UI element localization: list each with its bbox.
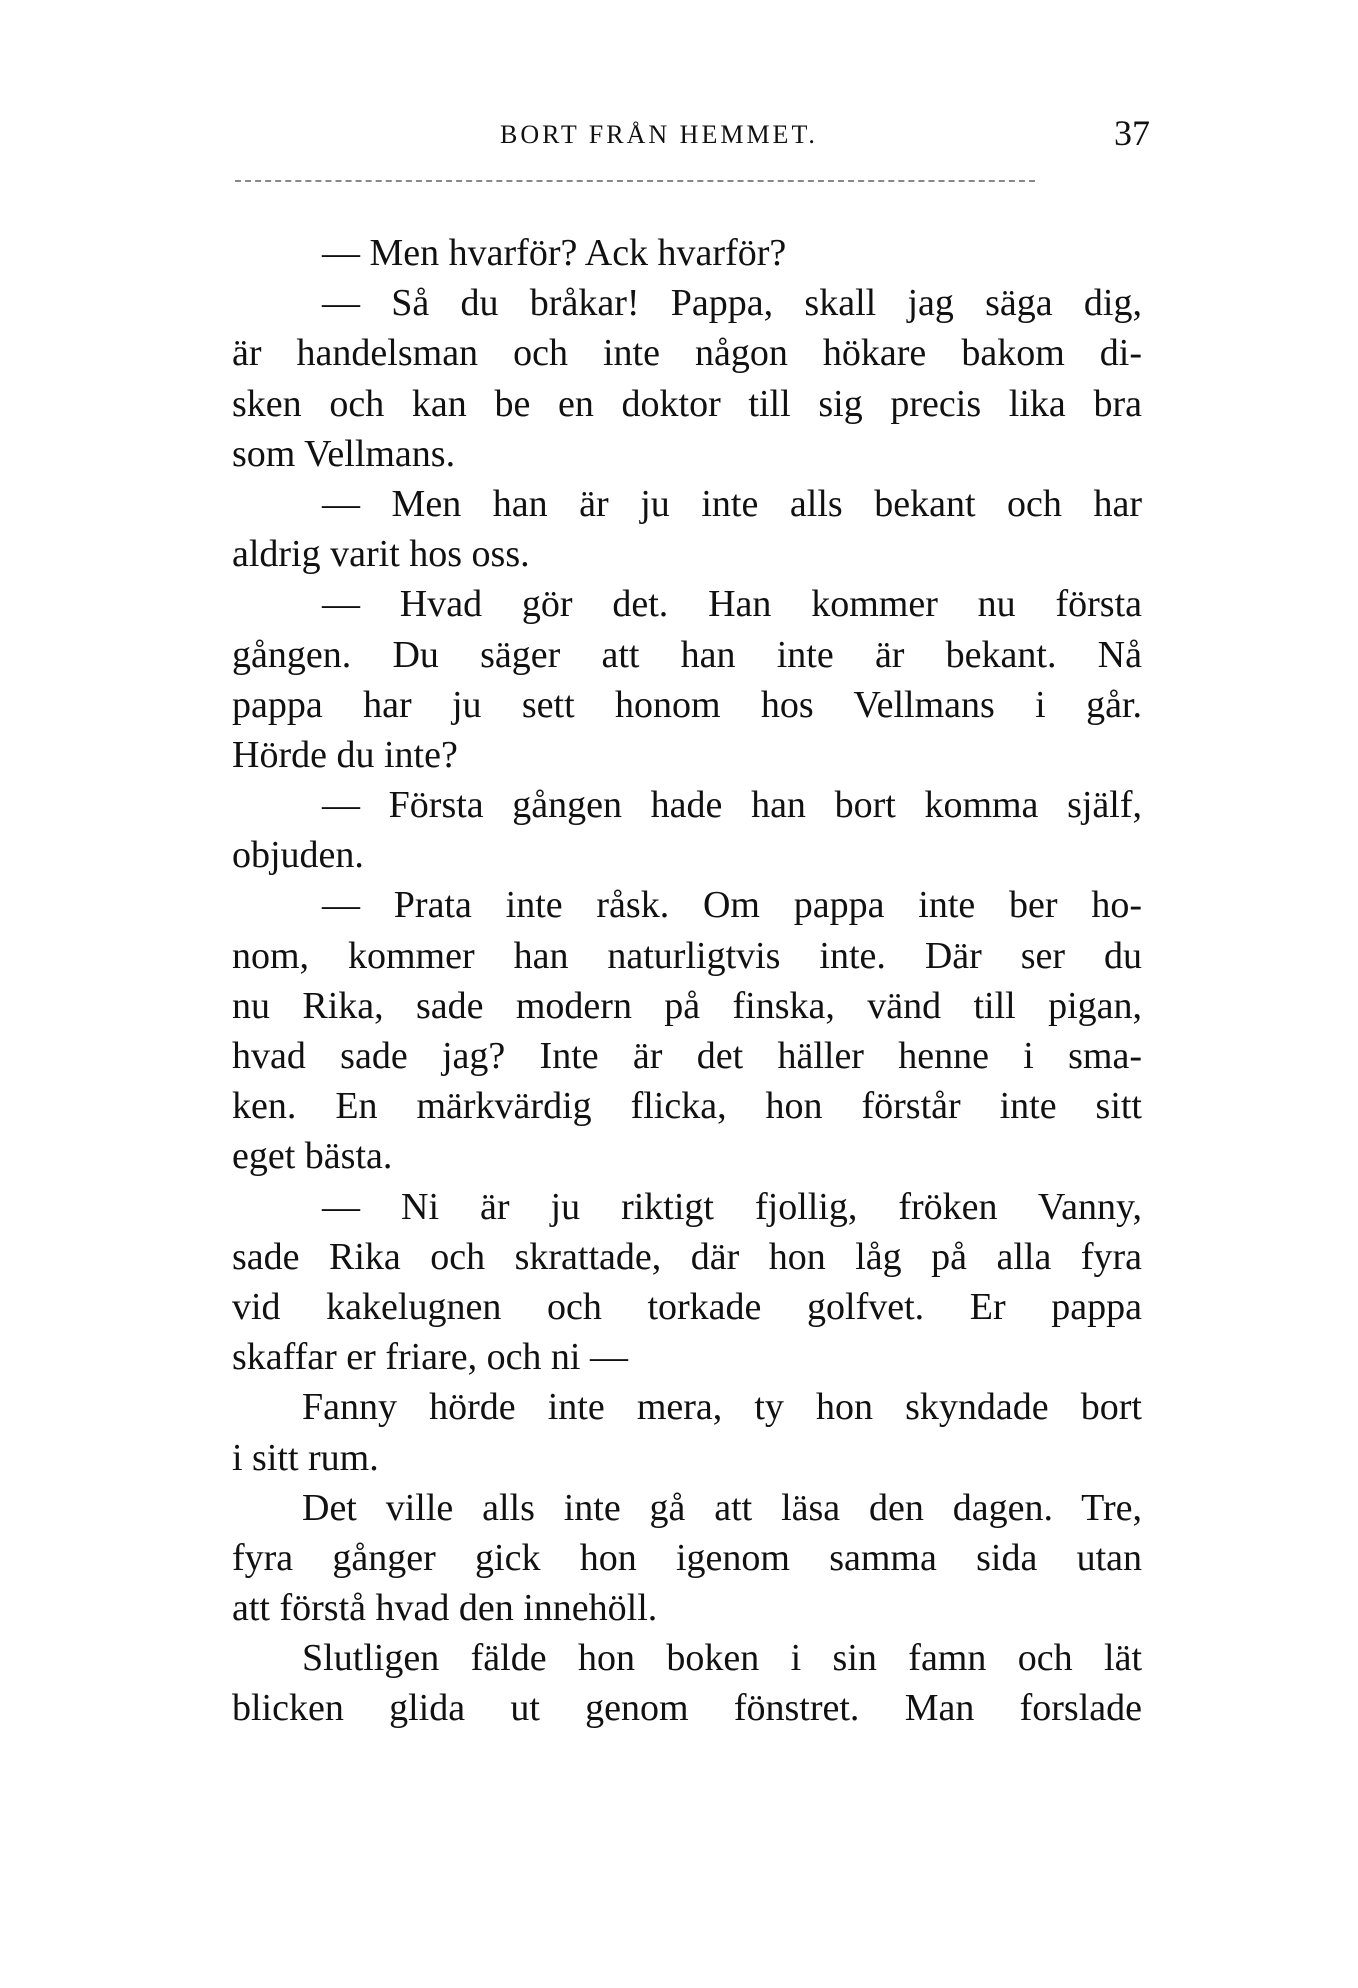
text-line: fyra gånger gick hon igenom samma sida utan [232, 1536, 1142, 1579]
text-line: är handelsman och inte någon hökare bakom di- [232, 332, 1142, 375]
text-line: vid kakelugnen och torkade golfvet. Er pappa [232, 1285, 1142, 1328]
text-line: ken. En märkvärdig flicka, hon förstår inte sitt [232, 1085, 1142, 1128]
text-line: hvad sade jag? Inte är det häller henne i sma- [232, 1035, 1142, 1077]
text-line: — Men hvarför? Ack hvarför? [322, 232, 787, 274]
text-line: Det ville alls inte gå att läsa den dagen. Tre, [302, 1486, 1142, 1529]
text-line: Slutligen fälde hon boken i sin famn och lät [302, 1637, 1142, 1680]
header-rule [235, 180, 1035, 182]
text-line: pappa har ju sett honom hos Vellmans i går. [232, 683, 1142, 726]
text-line: nom, kommer han naturligtvis inte. Där ser du [232, 934, 1142, 977]
page-number: 37 [1114, 113, 1150, 153]
text-line: att förstå hvad den innehöll. [232, 1587, 658, 1630]
text-line: — Första gången hade han bort komma själf, [322, 784, 1142, 827]
text-line: gången. Du säger att han inte är bekant. Nå [232, 633, 1142, 676]
running-title: BORT FRÅN HEMMET. [500, 120, 818, 149]
text-line: objuden. [232, 834, 364, 877]
text-line: skaffar er friare, och ni — [232, 1336, 628, 1379]
text-line: sken och kan be en doktor till sig precis lika bra [232, 382, 1142, 425]
text-line: — Ni är ju riktigt fjollig, fröken Vanny, [322, 1185, 1142, 1228]
text-line: eget bästa. [232, 1135, 393, 1178]
text-line: Fanny hörde inte mera, ty hon skyndade bort [302, 1386, 1142, 1429]
text-line: Hörde du inte? [232, 733, 458, 776]
text-line: som Vellmans. [232, 432, 456, 475]
running-header [230, 113, 1150, 160]
text-line: — Så du bråkar! Pappa, skall jag säga dig, [322, 282, 1142, 325]
text-line: sade Rika och skrattade, där hon låg på alla fyra [232, 1235, 1142, 1278]
text-line: nu Rika, sade modern på finska, vänd till pigan, [232, 984, 1142, 1027]
body-text [232, 228, 1142, 1734]
text-line: — Hvad gör det. Han kommer nu första [322, 583, 1142, 626]
text-line: — Men han är ju inte alls bekant och har [322, 482, 1142, 525]
text-line: aldrig varit hos oss. [232, 533, 530, 576]
text-line: i sitt rum. [232, 1436, 379, 1479]
text-line: — Prata inte råsk. Om pappa inte ber ho- [322, 884, 1142, 927]
text-line: blicken glida ut genom fönstret. Man forslade [232, 1687, 1142, 1730]
